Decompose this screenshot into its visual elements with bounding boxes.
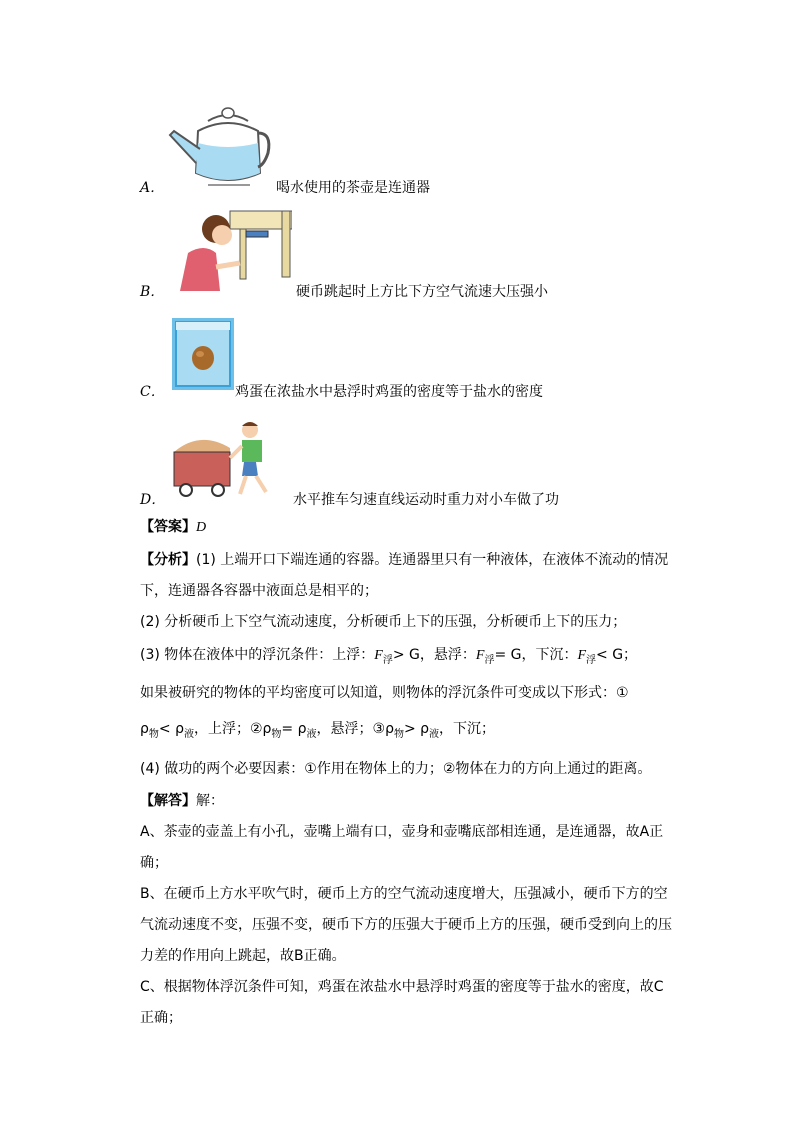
option-b <box>140 281 548 301</box>
option-d <box>140 489 559 509</box>
egg-beaker-image <box>172 318 234 390</box>
solution-label: 【解答】 <box>140 793 196 809</box>
analysis-line-1: 【分析】(1) 上端开口下端连通的容器。连通器里只有一种液体，在液体不流动的情况 <box>140 552 669 568</box>
solution-c-line-2: 正确； <box>140 1010 182 1026</box>
solution-a-line-1: A、茶壶的壶盖上有小孔，壶嘴上端有口，壶身和壶嘴底部相连通，是连通器，故A正 <box>140 824 664 840</box>
analysis-line-2: 下，连通器各容器中液面总是相平的； <box>140 583 378 599</box>
teapot-image <box>168 103 272 189</box>
push-cart-image <box>170 418 294 500</box>
analysis-line-4: (3) 物体在液体中的浮沉条件：上浮：$F_浮> G$，悬浮：$F_浮= G$，下沉：$F_浮< G$； <box>140 647 638 666</box>
analysis-line-6: $\rho_物< \rho_液$，上浮；$②\rho_物= \rho_液$，悬浮；$③\rho_物> \rho_液$，下沉； <box>140 721 496 740</box>
option-d-letter: D． <box>140 492 166 508</box>
option-b-text: 硬币跳起时上方比下方空气流速大压强小 <box>296 284 548 300</box>
option-a <box>140 177 430 197</box>
option-a-letter: A． <box>140 180 165 196</box>
option-c-letter: C． <box>140 384 165 400</box>
analysis-label: 【分析】 <box>140 552 196 568</box>
solution-heading: 【解答】解： <box>140 793 224 809</box>
solution-b-line-3: 力差的作用向上跳起，故B正确。 <box>140 948 346 964</box>
analysis-line-3: (2) 分析硬币上下空气流动速度，分析硬币上下的压强，分析硬币上下的压力； <box>140 614 627 630</box>
solution-c-line-1: C、根据物体浮沉条件可知，鸡蛋在浓盐水中悬浮时鸡蛋的密度等于盐水的密度，故C <box>140 979 664 995</box>
answer-label: 【答案】 <box>140 519 196 535</box>
option-c-text: 鸡蛋在浓盐水中悬浮时鸡蛋的密度等于盐水的密度 <box>235 384 543 400</box>
solution-b-line-1: B、在硬币上方水平吹气时，硬币上方的空气流动速度增大，压强减小，硬币下方的空 <box>140 886 668 902</box>
option-d-text: 水平推车匀速直线运动时重力对小车做了功 <box>293 492 559 508</box>
answer-line <box>140 517 206 538</box>
option-a-text: 喝水使用的茶壶是连通器 <box>276 180 430 196</box>
analysis-line-5: 如果被研究的物体的平均密度可以知道，则物体的浮沉条件可变成以下形式：① <box>140 685 629 701</box>
answer-value: D <box>196 520 207 535</box>
coin-experiment-image <box>170 207 292 291</box>
analysis-line-7: (4) 做功的两个必要因素：①作用在物体上的力；②物体在力的方向上通过的距离。 <box>140 761 652 777</box>
solution-a-line-2: 确； <box>140 855 168 871</box>
solution-b-line-2: 气流动速度不变，压强不变，硬币下方的压强大于硬币上方的压强，硬币受到向上的压 <box>140 917 672 933</box>
option-b-letter: B． <box>140 284 165 300</box>
option-c <box>140 381 543 401</box>
